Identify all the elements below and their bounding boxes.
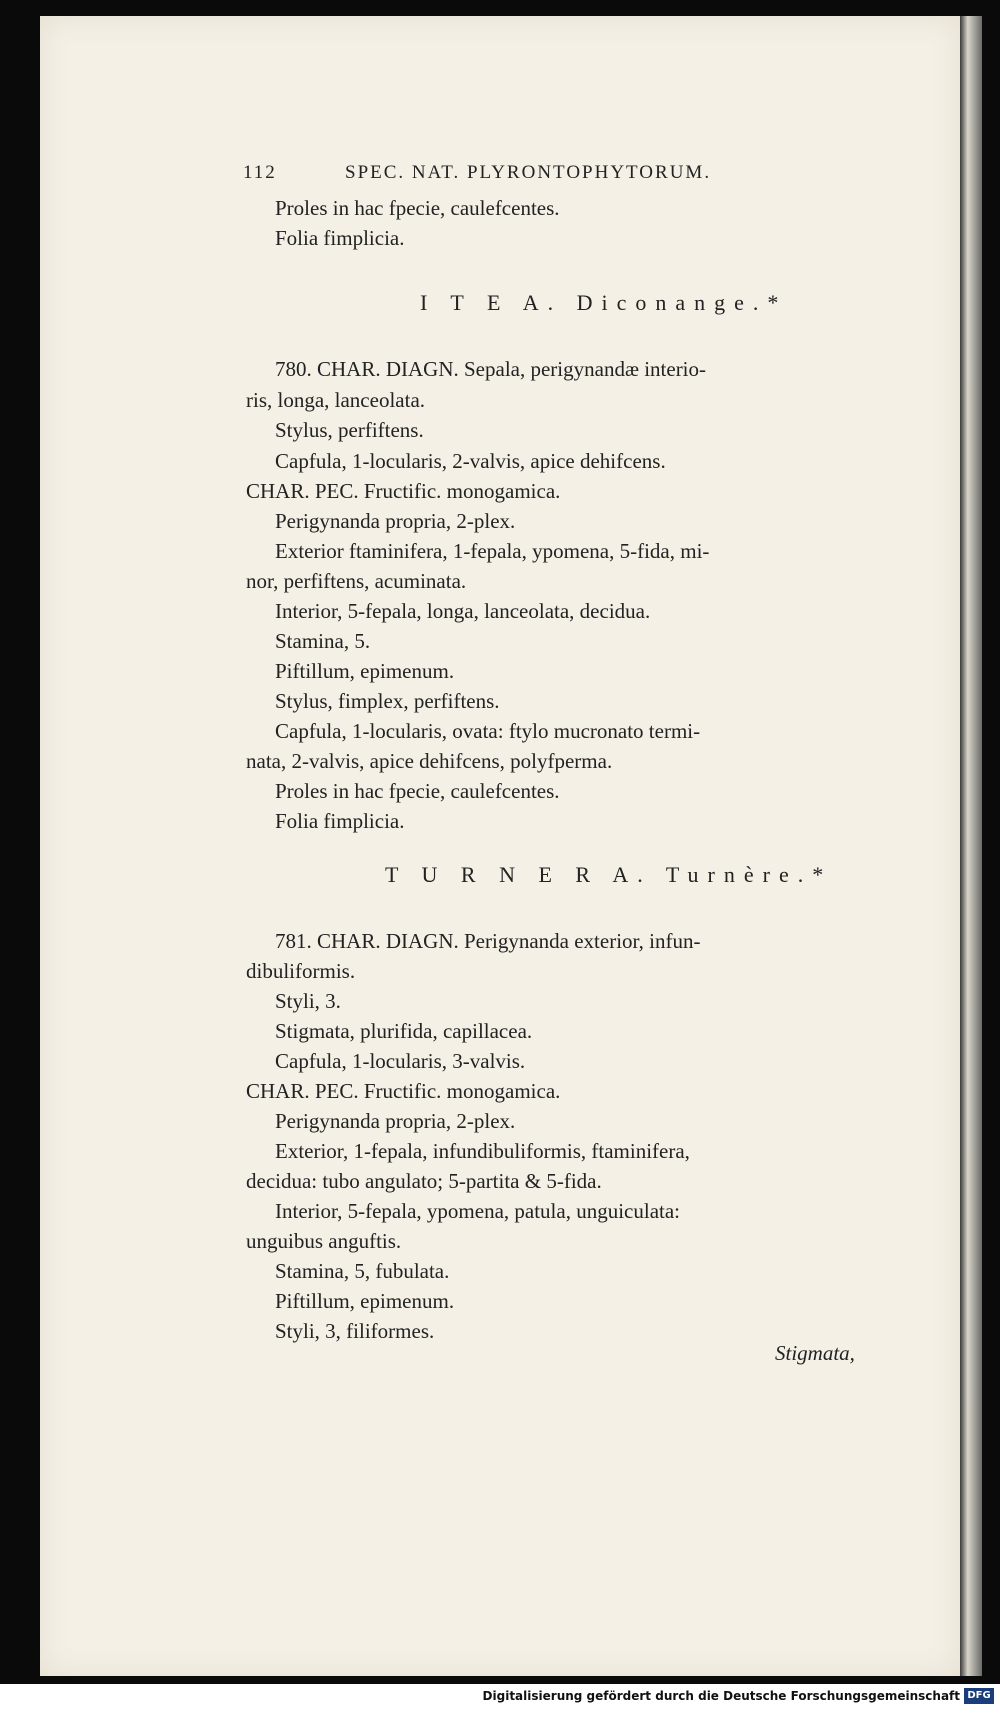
text-line: Capfula, 1-locularis, 3-valvis. — [275, 1049, 526, 1073]
text-line: Folia fimplicia. — [275, 809, 405, 833]
text-line: Piftillum, epimenum. — [275, 1289, 455, 1313]
text-line: ris, longa, lanceolata. — [246, 388, 426, 412]
book-spine — [960, 16, 982, 1676]
book-page — [40, 16, 960, 1676]
text-line: Styli, 3. — [275, 989, 341, 1013]
text-line: Stylus, fimplex, perfiftens. — [275, 689, 500, 713]
text-line: Exterior ftaminifera, 1-fepala, ypomena, 5-fida, mi- — [275, 539, 710, 563]
genus-title: I T E A. Diconange.* — [420, 290, 788, 315]
text-line: Exterior, 1-fepala, infundibuliformis, ftaminifera, — [275, 1139, 690, 1163]
text-line: nor, perfiftens, acuminata. — [246, 569, 467, 593]
text-line: CHAR. PEC. Fructific. monogamica. — [246, 479, 561, 503]
text-line: Proles in hac fpecie, caulefcentes. — [275, 779, 560, 803]
text-line: Interior, 5-fepala, longa, lanceolata, decidua. — [275, 599, 651, 623]
text-line: 780. CHAR. DIAGN. Sepala, perigynandæ interio- — [275, 357, 707, 381]
text-line: Folia fimplicia. — [275, 226, 405, 250]
text-line: unguibus anguftis. — [246, 1229, 402, 1253]
text-line: Perigynanda propria, 2-plex. — [275, 1109, 516, 1133]
text-line: Capfula, 1-locularis, ovata: ftylo mucronato termi- — [275, 719, 701, 743]
running-title: SPEC. NAT. PLYRONTOPHYTORUM. — [345, 162, 712, 183]
text-line: CHAR. PEC. Fructific. monogamica. — [246, 1079, 561, 1103]
catchword: Stigmata, — [775, 1341, 855, 1365]
text-line: Stamina, 5, fubulata. — [275, 1259, 450, 1283]
genus-title: T U R N E R A. Turnère.* — [385, 862, 833, 887]
digitization-credit: Digitalisierung gefördert durch die Deutsche Forschungsgemeinschaft — [482, 1689, 960, 1703]
text-line: Stigmata, plurifida, capillacea. — [275, 1019, 533, 1043]
text-line: Piftillum, epimenum. — [275, 659, 455, 683]
text-line: Proles in hac fpecie, caulefcentes. — [275, 196, 560, 220]
dfg-logo: DFG — [964, 1688, 994, 1704]
text-line: nata, 2-valvis, apice dehifcens, polyfperma. — [246, 749, 613, 773]
text-line: Interior, 5-fepala, ypomena, patula, unguiculata: — [275, 1199, 680, 1223]
text-line: Stylus, perfiftens. — [275, 418, 424, 442]
text-line: decidua: tubo angulato; 5-partita & 5-fida. — [246, 1169, 602, 1193]
text-line: 781. CHAR. DIAGN. Perigynanda exterior, infun- — [275, 929, 701, 953]
page-number: 112 — [243, 162, 277, 183]
text-line: Perigynanda propria, 2-plex. — [275, 509, 516, 533]
text-line: Capfula, 1-locularis, 2-valvis, apice dehifcens. — [275, 449, 666, 473]
text-line: dibuliformis. — [246, 959, 356, 983]
text-line: Styli, 3, filiformes. — [275, 1319, 435, 1343]
text-line: Stamina, 5. — [275, 629, 371, 653]
